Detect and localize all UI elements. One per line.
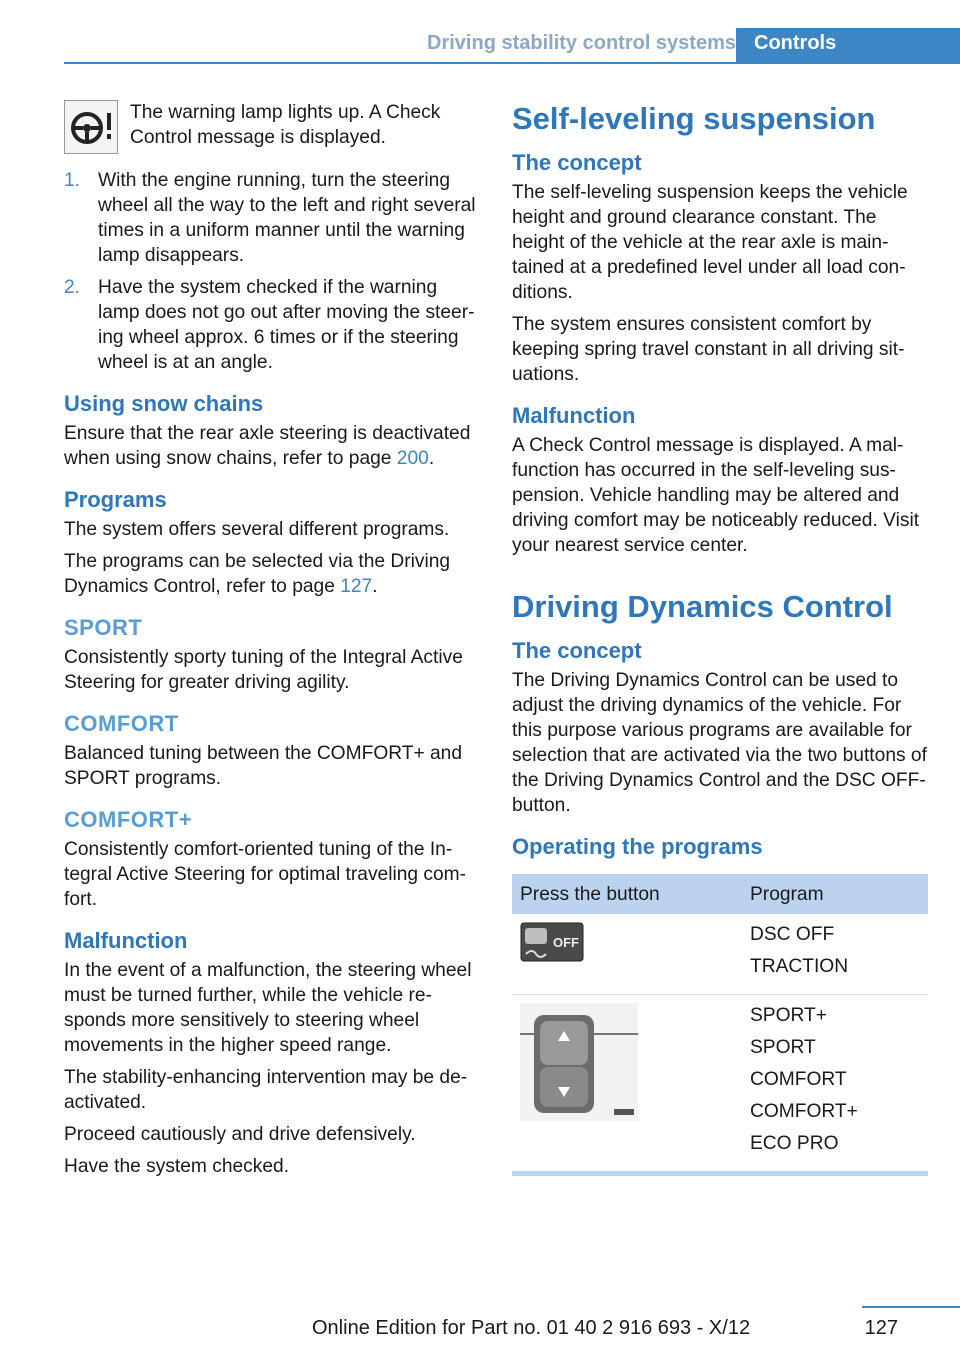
step-text: Have the system checked if the warning lamp does not go out after moving the steer-ing wheel approx. 6 times or if the steering wheel is at an angle. bbox=[98, 277, 475, 373]
programs-paragraph-2: The programs can be selected via the Driving Dynamics Control, refer to page 127. bbox=[64, 551, 451, 597]
dsc-off-button-icon bbox=[520, 922, 584, 962]
table-row bbox=[512, 914, 928, 995]
snow-chains-text: Ensure that the rear axle steering is deactivated when using snow chains, refer to page 200. bbox=[64, 423, 471, 469]
table-header-row bbox=[512, 874, 928, 914]
snow-chains-heading: Using snow chains bbox=[64, 391, 264, 416]
mode-rocker-switch-icon bbox=[520, 1003, 638, 1121]
suspension-title: Self-leveling suspension bbox=[512, 101, 876, 136]
ddc-title: Driving Dynamics Control bbox=[512, 589, 893, 624]
program-value: DSC OFF bbox=[750, 924, 835, 945]
comfort-plus-heading: COMFORT+ bbox=[64, 807, 193, 832]
header-chapter-tab[interactable]: Controls bbox=[736, 28, 960, 62]
malfunction-heading: Malfunction bbox=[64, 928, 188, 953]
suspension-concept-paragraph: The self-leveling suspension keeps the vehicle height and ground clearance constant. The height of the vehicle at the rear axle is main-tained at a predefined level under all load con-ditions. bbox=[512, 182, 908, 303]
right-column bbox=[512, 100, 928, 1176]
step-number: 1. bbox=[64, 170, 81, 191]
steps-list bbox=[64, 168, 480, 375]
list-item bbox=[64, 275, 480, 375]
comfort-heading: COMFORT bbox=[64, 711, 179, 736]
header-section-title: Driving stability control systems bbox=[427, 32, 736, 54]
sport-text: Consistently sporty tuning of the Integral Active Steering for greater driving agility. bbox=[64, 647, 463, 693]
column-header-program: Program bbox=[742, 874, 928, 914]
operating-programs-heading: Operating the programs bbox=[512, 834, 763, 859]
malfunction-paragraph: Have the system checked. bbox=[64, 1156, 290, 1177]
programs-body: The programs can be selected via the Driving Dynamics Control, refer to page bbox=[64, 551, 451, 597]
programs-table bbox=[512, 874, 928, 1176]
page-number: 127 bbox=[864, 1317, 898, 1339]
table-row bbox=[512, 995, 928, 1174]
warning-block bbox=[64, 100, 480, 154]
column-header-press-button: Press the button bbox=[512, 874, 742, 914]
suspension-malfunction-text: A Check Control message is displayed. A mal-function has occurred in the self-leveling sus-pension. Vehicle handling may be altered and driving comfort may be noticeably reduced. Visit your nearest service center. bbox=[512, 435, 920, 556]
program-value: ECO PRO bbox=[750, 1133, 839, 1154]
program-value: COMFORT bbox=[750, 1069, 847, 1090]
program-cell bbox=[742, 914, 928, 995]
comfort-text: Balanced tuning between the COMFORT+ and SPORT programs. bbox=[64, 743, 463, 789]
sport-heading: SPORT bbox=[64, 615, 143, 640]
left-column bbox=[64, 100, 480, 1186]
list-item bbox=[64, 168, 480, 268]
snow-chains-body: Ensure that the rear axle steering is deactivated when using snow chains, refer to page bbox=[64, 423, 471, 469]
ddc-concept-text: The Driving Dynamics Control can be used to adjust the driving dynamics of the vehicle. For this purpose various programs are available for selection that are activated via the two buttons of the Driving Dynamics Control and the DSC OFF-button. bbox=[512, 670, 927, 816]
program-value: COMFORT+ bbox=[750, 1101, 858, 1122]
step-text: With the engine running, turn the steering wheel all the way to the left and right several times in a uniform manner until the warning lamp disappears. bbox=[98, 170, 476, 266]
suspension-concept-heading: The concept bbox=[512, 150, 642, 175]
suspension-malfunction-heading: Malfunction bbox=[512, 403, 636, 428]
program-value: TRACTION bbox=[750, 956, 849, 977]
programs-paragraph-1: The system offers several different programs. bbox=[64, 519, 450, 540]
page-127-link[interactable]: 127 bbox=[340, 576, 373, 597]
dsc-off-button-cell bbox=[512, 914, 742, 995]
edition-footer: Online Edition for Part no. 01 40 2 916 693 - X/12 bbox=[312, 1317, 751, 1339]
page-header bbox=[64, 28, 960, 64]
malfunction-paragraph: The stability-enhancing intervention may be de-activated. bbox=[64, 1067, 468, 1113]
comfort-plus-text: Consistently comfort-oriented tuning of the In-tegral Active Steering for optimal traveling com-fort. bbox=[64, 839, 467, 910]
malfunction-paragraph: Proceed cautiously and drive defensively. bbox=[64, 1124, 416, 1145]
program-value: SPORT bbox=[750, 1037, 816, 1058]
malfunction-paragraph: In the event of a malfunction, the steering wheel must be turned further, while the vehicle re-sponds more sensitively to steering wheel movements in the higher speed range. bbox=[64, 960, 472, 1056]
program-value: SPORT+ bbox=[750, 1005, 827, 1026]
mode-rocker-cell bbox=[512, 995, 742, 1174]
programs-heading: Programs bbox=[64, 487, 167, 512]
steering-warning-icon bbox=[64, 100, 118, 154]
suspension-concept-paragraph: The system ensures consistent comfort by keeping spring travel constant in all driving sit-uations. bbox=[512, 314, 905, 385]
dsc-off-icon-label: OFF bbox=[553, 935, 579, 950]
step-number: 2. bbox=[64, 277, 81, 298]
page-200-link[interactable]: 200 bbox=[396, 448, 429, 469]
program-cell bbox=[742, 995, 928, 1174]
footer-divider bbox=[862, 1306, 960, 1308]
ddc-concept-heading: The concept bbox=[512, 638, 642, 663]
warning-text: The warning lamp lights up. A Check Control message is displayed. bbox=[130, 102, 441, 148]
